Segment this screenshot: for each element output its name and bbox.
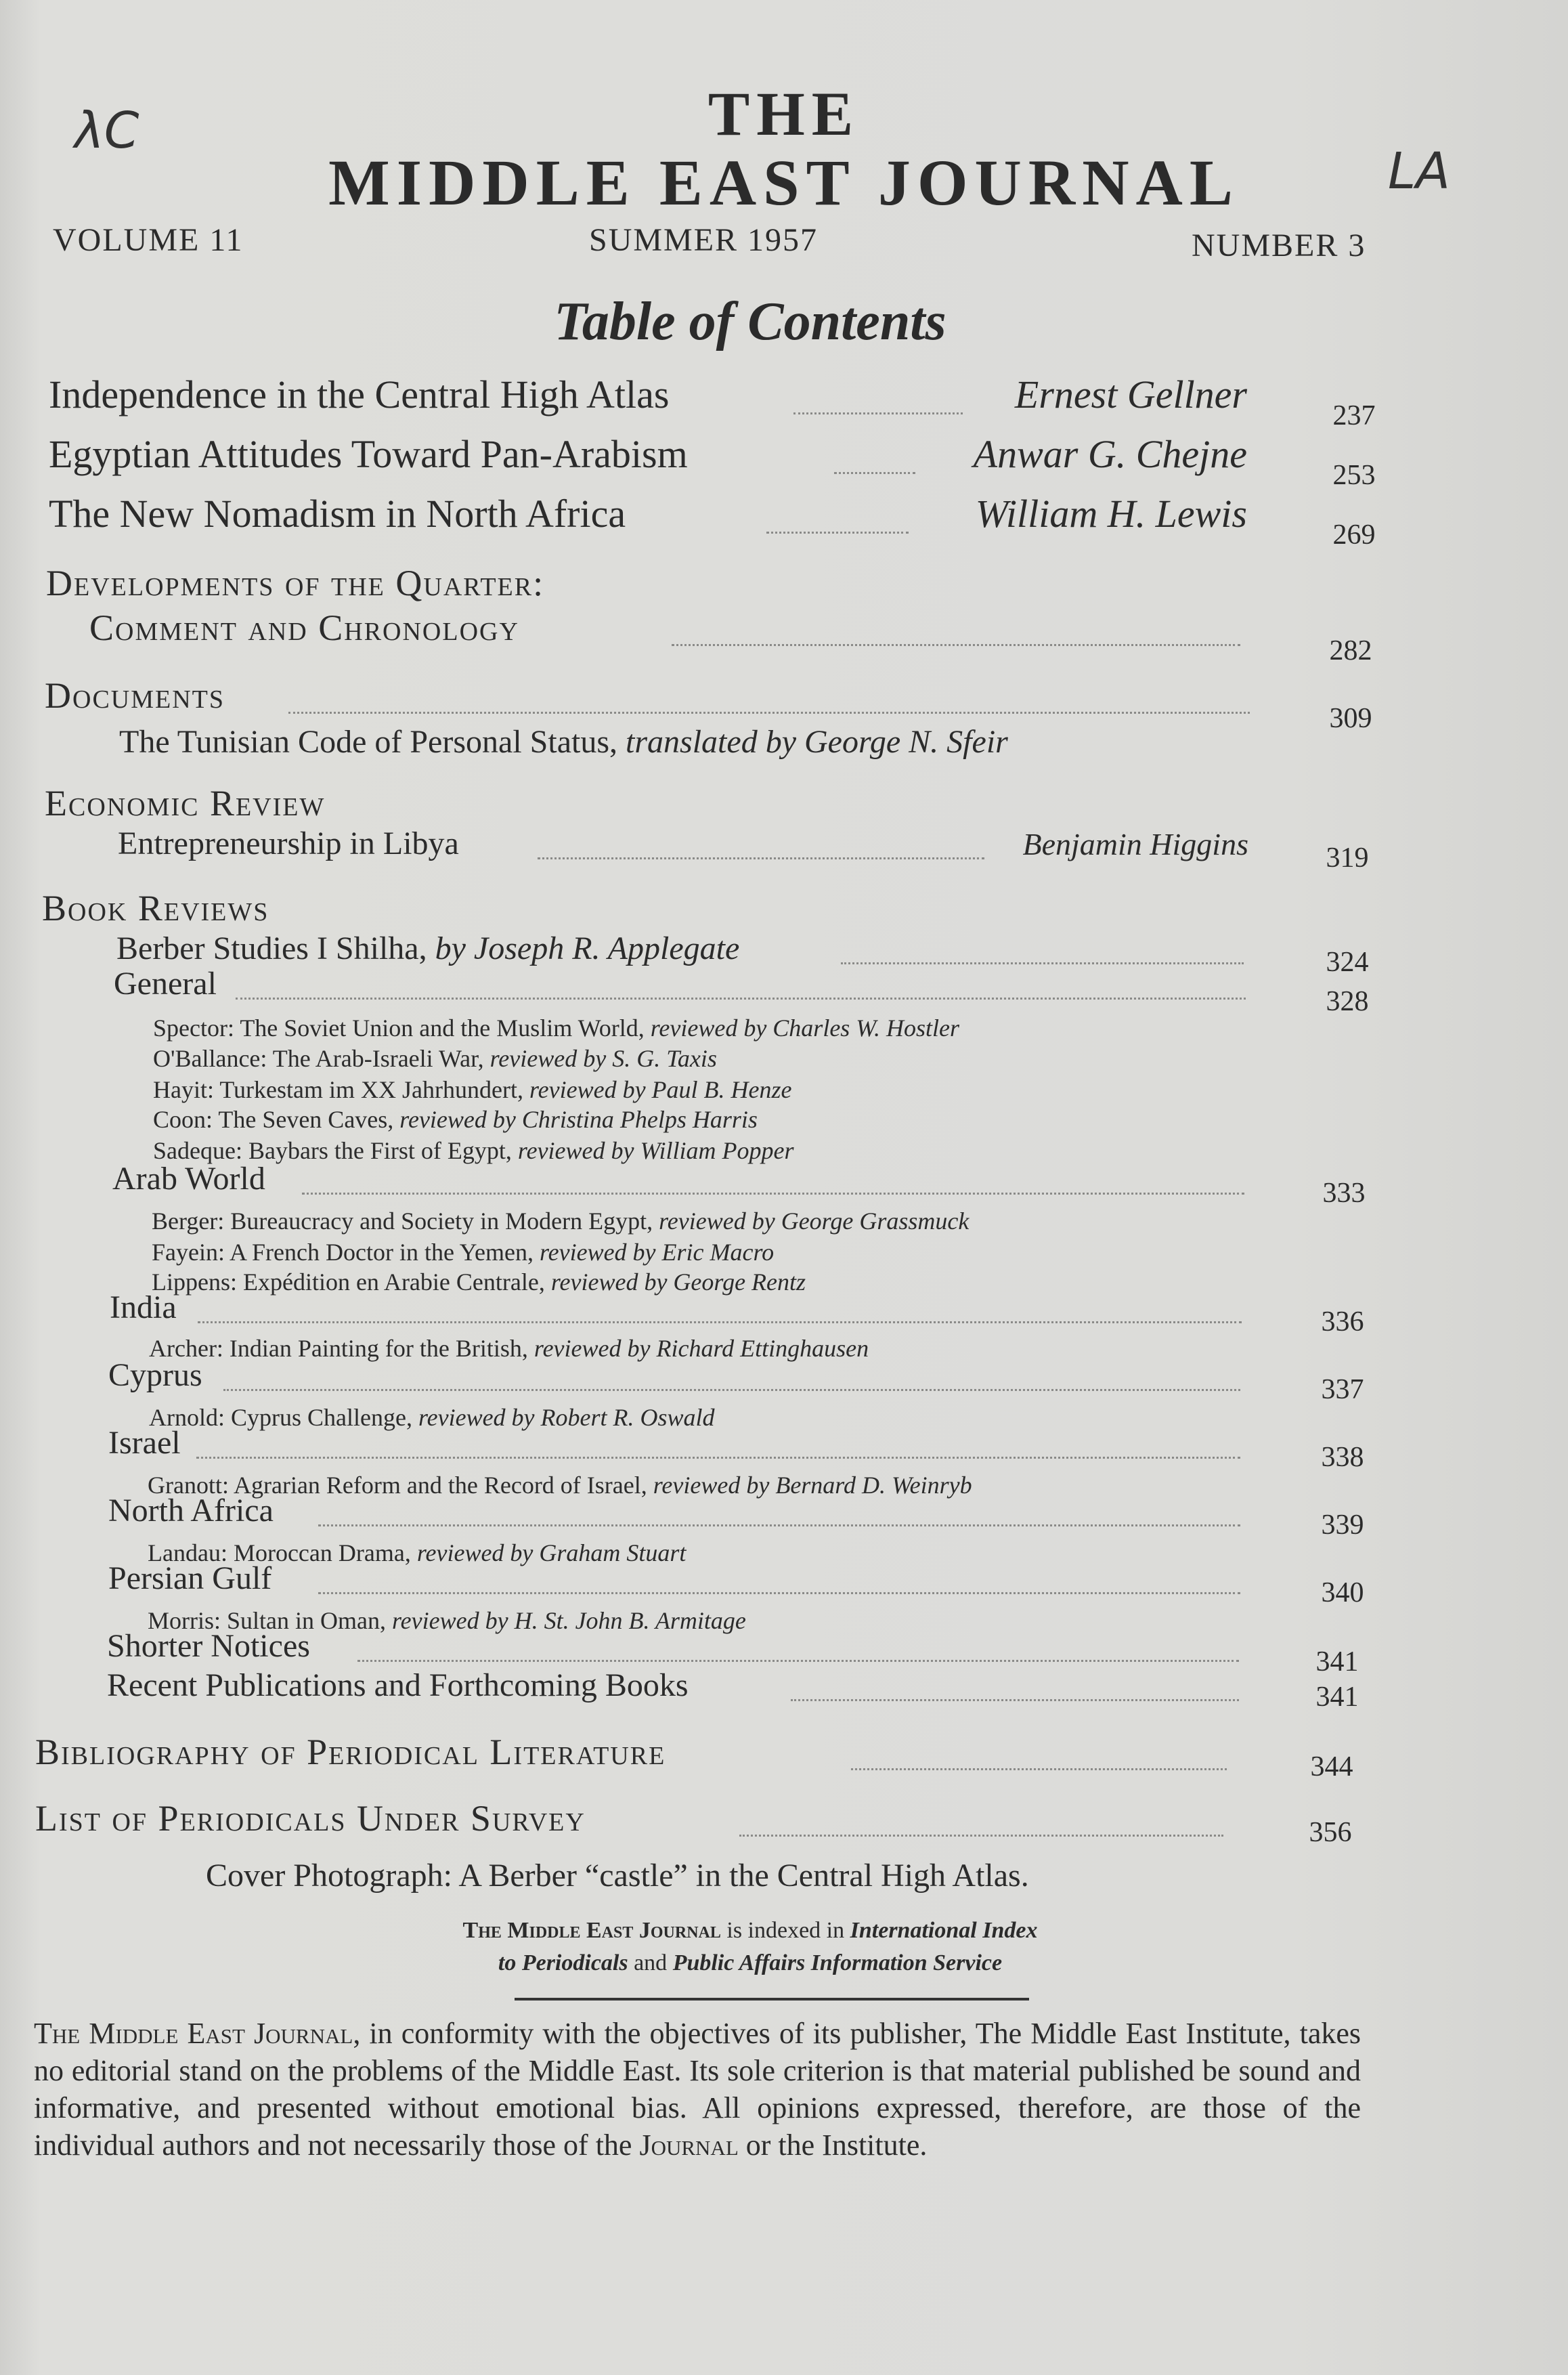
disclaimer-end: or the Institute. bbox=[738, 2128, 928, 2162]
review-text: Berger: Bureaucracy and Society in Modern Egypt, bbox=[152, 1207, 653, 1235]
review-section bbox=[108, 1483, 1240, 1537]
toc-article bbox=[49, 490, 1247, 544]
review-line bbox=[152, 1238, 774, 1266]
index-note-line2 bbox=[0, 1950, 1534, 1976]
review-section-name: North Africa bbox=[108, 1493, 274, 1528]
berber-text: Berber Studies I Shilha, bbox=[116, 930, 427, 966]
review-section-name: Israel bbox=[108, 1425, 181, 1461]
review-text: Archer: Indian Painting for the British, bbox=[149, 1335, 528, 1362]
section-periodicals: List of Periodicals Under Survey bbox=[35, 1798, 586, 1839]
documents-item-credit: translated by George N. Sfeir bbox=[626, 724, 1008, 760]
dot-leader bbox=[302, 1193, 1244, 1195]
toc-entry bbox=[118, 816, 1248, 870]
review-line bbox=[153, 1014, 959, 1042]
page-number: 337 bbox=[1321, 1374, 1364, 1405]
page-number: 319 bbox=[1326, 842, 1369, 874]
review-section bbox=[108, 1551, 1240, 1605]
editorial-disclaimer bbox=[34, 2015, 1361, 2164]
review-credit: reviewed by Paul B. Henze bbox=[529, 1076, 792, 1103]
index-and: and bbox=[628, 1950, 673, 1975]
review-section-name: India bbox=[110, 1289, 177, 1325]
number-label: NUMBER 3 bbox=[1192, 228, 1366, 263]
review-credit: reviewed by S. G. Taxis bbox=[489, 1045, 717, 1072]
review-section-name: Persian Gulf bbox=[108, 1560, 272, 1596]
review-line bbox=[153, 1105, 758, 1134]
review-text: Sadeque: Baybars the First of Egypt, bbox=[153, 1137, 512, 1164]
review-section bbox=[107, 1658, 1239, 1712]
dot-leader bbox=[766, 532, 909, 534]
review-section bbox=[108, 1348, 1240, 1402]
review-credit: reviewed by Graham Stuart bbox=[416, 1539, 687, 1566]
dot-leader bbox=[198, 1321, 1242, 1323]
review-text: Granott: Agrarian Reform and the Record of Israel, bbox=[148, 1472, 647, 1499]
review-section bbox=[114, 956, 1246, 1010]
article-title: Egyptian Attitudes Toward Pan-Arabism bbox=[49, 432, 688, 476]
review-line bbox=[152, 1207, 969, 1235]
berber-credit: by Joseph R. Applegate bbox=[435, 930, 740, 966]
index-name: International Index bbox=[850, 1918, 1038, 1943]
article-author: William H. Lewis bbox=[975, 492, 1247, 536]
review-line bbox=[153, 1075, 792, 1104]
review-credit: reviewed by William Popper bbox=[517, 1137, 794, 1164]
disclaimer-journal: Journal bbox=[639, 2128, 739, 2162]
documents-item bbox=[119, 723, 1008, 761]
dot-leader bbox=[318, 1592, 1240, 1594]
toc-entry bbox=[89, 603, 1240, 657]
page-number: 356 bbox=[1309, 1817, 1352, 1848]
review-text: O'Ballance: The Arab-Israeli War, bbox=[153, 1045, 484, 1072]
page-number: 333 bbox=[1322, 1178, 1366, 1209]
review-credit: reviewed by H. St. John B. Armitage bbox=[391, 1607, 746, 1634]
pais-name: Public Affairs Information Service bbox=[672, 1950, 1003, 1975]
season-label: SUMMER 1957 bbox=[589, 222, 819, 258]
dot-leader bbox=[834, 472, 915, 474]
masthead-the: THE bbox=[707, 79, 861, 148]
toc-entry bbox=[35, 1793, 1223, 1847]
economic-author: Benjamin Higgins bbox=[1022, 827, 1248, 861]
page-number: 282 bbox=[1329, 635, 1372, 666]
toc-entry bbox=[45, 670, 1250, 725]
toc-article bbox=[49, 431, 1247, 485]
review-credit: reviewed by Robert R. Oswald bbox=[418, 1404, 715, 1431]
dot-leader bbox=[739, 1835, 1223, 1837]
index-note-line1 bbox=[0, 1918, 1534, 1944]
section-book-reviews: Book Reviews bbox=[42, 888, 269, 928]
review-credit: reviewed by George Rentz bbox=[550, 1268, 806, 1296]
review-text: Morris: Sultan in Oman, bbox=[148, 1607, 386, 1634]
review-section bbox=[108, 1415, 1240, 1470]
article-title: The New Nomadism in North Africa bbox=[49, 492, 626, 536]
index-text: is indexed in bbox=[720, 1918, 850, 1943]
article-title: Independence in the Central High Atlas bbox=[49, 372, 670, 416]
review-text: Hayit: Turkestam im XX Jahrhundert, bbox=[153, 1076, 523, 1103]
cover-caption: Cover Photograph: A Berber “castle” in the Central High Atlas. bbox=[206, 1858, 1029, 1893]
section-bibliography: Bibliography of Periodical Literature bbox=[35, 1732, 666, 1772]
page-number: 344 bbox=[1310, 1751, 1353, 1782]
page-number: 341 bbox=[1315, 1646, 1359, 1677]
handwritten-mark-left: λC bbox=[74, 102, 139, 160]
review-section-name: General bbox=[114, 966, 217, 1002]
page-number: 341 bbox=[1315, 1682, 1359, 1713]
toc-heading: Table of Contents bbox=[554, 292, 946, 351]
section-developments: Developments of the Quarter: bbox=[46, 563, 545, 603]
dot-leader bbox=[288, 712, 1250, 714]
review-credit: reviewed by Charles W. Hostler bbox=[650, 1014, 959, 1042]
volume-label: VOLUME 11 bbox=[53, 222, 244, 258]
documents-item-text: The Tunisian Code of Personal Status, bbox=[119, 724, 618, 760]
toc-article bbox=[49, 371, 1247, 425]
disclaimer-journal-name: The Middle East Journal bbox=[34, 2017, 353, 2050]
economic-item: Entrepreneurship in Libya bbox=[118, 826, 459, 861]
review-credit: reviewed by Richard Ettinghausen bbox=[533, 1335, 869, 1362]
review-credit: reviewed by George Grassmuck bbox=[659, 1207, 970, 1235]
page-number: 328 bbox=[1326, 986, 1369, 1017]
review-section-name: Recent Publications and Forthcoming Books bbox=[107, 1667, 689, 1703]
page-number: 324 bbox=[1326, 947, 1369, 978]
review-text: Lippens: Expédition en Arabie Centrale, bbox=[152, 1268, 545, 1296]
page-number: 339 bbox=[1321, 1510, 1364, 1541]
review-text: Landau: Moroccan Drama, bbox=[148, 1539, 411, 1566]
dot-leader bbox=[793, 412, 963, 414]
review-credit: reviewed by Bernard D. Weinryb bbox=[653, 1472, 972, 1499]
review-text: Coon: The Seven Caves, bbox=[153, 1106, 394, 1133]
journal-name: The Middle East Journal bbox=[462, 1918, 721, 1943]
dot-leader bbox=[538, 857, 984, 859]
article-author: Anwar G. Chejne bbox=[973, 432, 1247, 476]
dot-leader bbox=[318, 1524, 1240, 1526]
page-number: 269 bbox=[1332, 519, 1376, 551]
review-section bbox=[110, 1280, 1242, 1334]
review-credit: reviewed by Eric Macro bbox=[539, 1239, 775, 1266]
page-number: 237 bbox=[1332, 400, 1376, 431]
article-author: Ernest Gellner bbox=[1014, 372, 1247, 416]
review-section-name: Arab World bbox=[112, 1161, 265, 1197]
dot-leader bbox=[672, 644, 1240, 646]
handwritten-mark-right: LA bbox=[1388, 142, 1450, 200]
review-section-name: Shorter Notices bbox=[107, 1628, 310, 1664]
masthead-title: MIDDLE EAST JOURNAL bbox=[328, 146, 1240, 219]
disclaimer-body: , in conformity with the objectives of its publisher, The Middle East Institute, takes no editorial stand on the problems of the Middle East. Its sole criterion is that material published be sound and informative, and presented without emotional bias. All opinions expressed, therefore, are those of the individual authors and not necessarily those of the bbox=[34, 2017, 1361, 2162]
divider-rule bbox=[515, 1998, 1029, 2000]
dot-leader bbox=[223, 1389, 1240, 1391]
review-section-name: Cyprus bbox=[108, 1357, 202, 1393]
dot-leader bbox=[791, 1699, 1239, 1701]
toc-entry bbox=[35, 1727, 1227, 1781]
page-number: 340 bbox=[1321, 1577, 1364, 1608]
page-number: 338 bbox=[1321, 1442, 1364, 1473]
review-text: Spector: The Soviet Union and the Muslim World, bbox=[153, 1014, 645, 1042]
section-economic: Economic Review bbox=[45, 783, 326, 823]
page-number: 309 bbox=[1329, 703, 1372, 734]
section-subtitle: Comment and Chronology bbox=[89, 607, 519, 648]
dot-leader bbox=[851, 1768, 1227, 1770]
section-documents: Documents bbox=[45, 675, 225, 716]
dot-leader bbox=[236, 998, 1246, 1000]
review-line bbox=[153, 1044, 717, 1073]
review-credit: reviewed by Christina Phelps Harris bbox=[399, 1106, 758, 1133]
review-section bbox=[112, 1151, 1244, 1205]
page-number: 253 bbox=[1332, 460, 1376, 491]
review-text: Fayein: A French Doctor in the Yemen, bbox=[152, 1239, 533, 1266]
page-number: 336 bbox=[1321, 1306, 1364, 1338]
review-text: Arnold: Cyprus Challenge, bbox=[149, 1404, 412, 1431]
dot-leader bbox=[196, 1457, 1240, 1459]
index-name-cont: to Periodicals bbox=[498, 1950, 628, 1975]
